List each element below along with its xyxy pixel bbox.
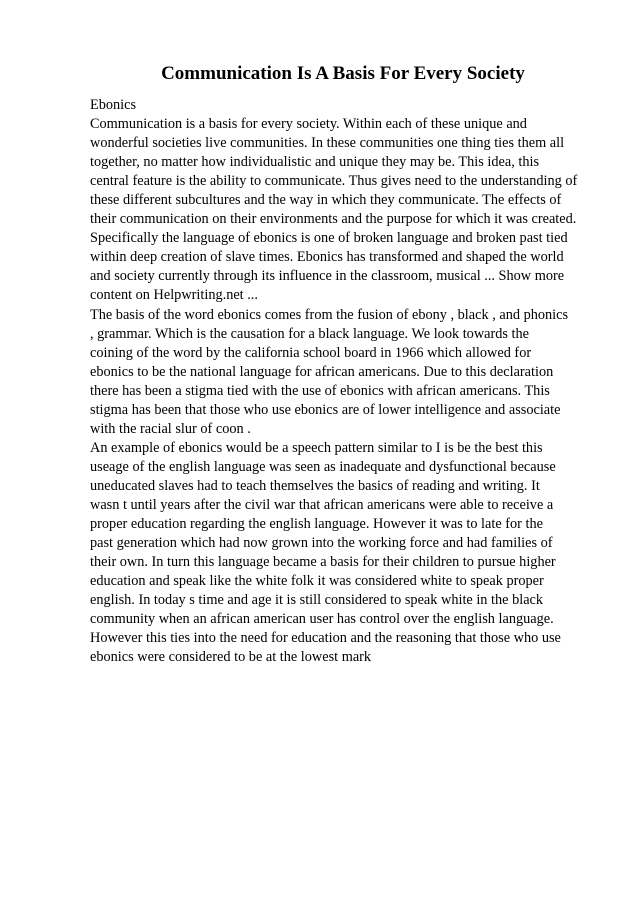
text-line: Ebonics: [90, 97, 137, 113]
text-line: However this ties into the need for education and the reasoning that those who use: [90, 630, 561, 647]
text-line: proper education regarding the english language. However it was to late for the: [90, 516, 543, 533]
document-title: Communication Is A Basis For Every Society: [161, 63, 525, 84]
text-line: coining of the word by the california school board in 1966 which allowed for: [90, 344, 532, 361]
text-line: central feature is the ability to communicate. Thus gives need to the understanding of: [90, 173, 578, 190]
text-line: together, no matter how individualistic and unique they may be. This idea, this: [90, 154, 540, 171]
text-line: uneducated slaves had to teach themselves the basics of reading and writing. It: [90, 477, 540, 494]
text-line: ebonics were considered to be at the lowest mark: [90, 649, 372, 666]
text-line: and society currently through its influence in the classroom, musical ... Show more: [90, 268, 565, 285]
text-line: past generation which had now grown into the working force and had families of: [90, 535, 553, 552]
text-line: The basis of the word ebonics comes from the fusion of ebony , black , and phonics: [90, 306, 569, 323]
text-line: these different subcultures and the way in which they communicate. The effects of: [90, 192, 562, 209]
text-line: with the racial slur of coon .: [90, 420, 251, 437]
text-line: Specifically the language of ebonics is one of broken language and broken past tied: [90, 230, 568, 247]
text-line: stigma has been that those who use ebonics are of lower intelligence and associate: [90, 401, 561, 418]
text-line: wasn t until years after the civil war that african americans were able to receive a: [90, 496, 554, 513]
text-line: education and speak like the white folk it was considered white to speak proper: [90, 573, 544, 590]
text-line: useage of the english language was seen as inadequate and dysfunctional because: [90, 458, 556, 475]
document-body: [90, 96, 610, 667]
text-line: within deep creation of slave times. Ebonics has transformed and shaped the world: [90, 249, 564, 266]
text-line: An example of ebonics would be a speech pattern similar to I is be the best this: [90, 439, 543, 456]
text-line: content on Helpwriting.net ...: [90, 287, 258, 304]
text-line: there has been a stigma tied with the use of ebonics with african americans. This: [90, 382, 550, 399]
text-line: wonderful societies live communities. In these communities one thing ties them all: [90, 135, 565, 152]
text-line: community when an african american user has control over the english language.: [90, 611, 554, 628]
text-line: Communication is a basis for every society. Within each of these unique and: [90, 116, 527, 133]
text-line: english. In today s time and age it is still considered to speak white in the black: [90, 592, 544, 609]
text-line: , grammar. Which is the causation for a black language. We look towards the: [90, 325, 530, 342]
text-line: ebonics to be the national language for african americans. Due to this declaration: [90, 363, 554, 380]
text-line: their own. In turn this language became a basis for their children to pursue higher: [90, 554, 556, 571]
text-line: their communication on their environments and the purpose for which it was created.: [90, 211, 577, 228]
